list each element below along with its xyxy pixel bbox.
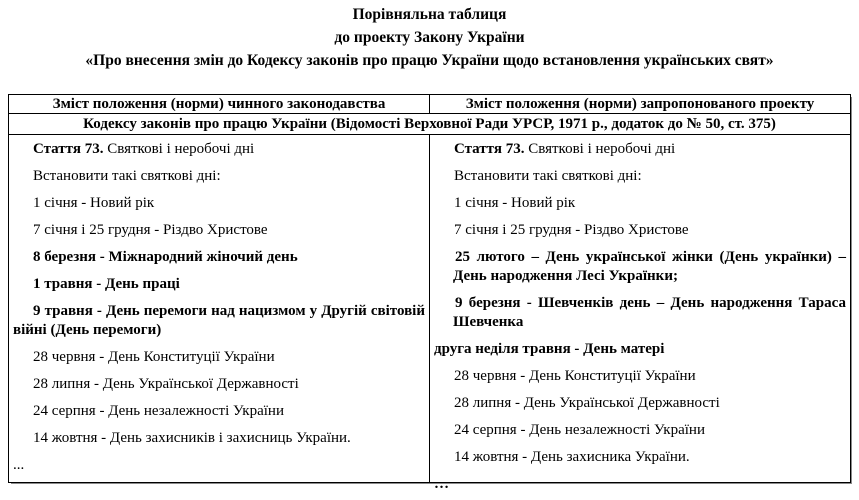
paragraph-text: 28 червня - День Конституції України — [454, 368, 696, 384]
paragraph-text: 7 січня і 25 грудня - Різдво Христове — [33, 222, 268, 238]
paragraph-text: 7 січня і 25 грудня - Різдво Христове — [454, 222, 689, 238]
paragraph-text: 28 липня - День Української Державності — [33, 376, 299, 392]
comparison-table — [8, 94, 851, 492]
paragraph-text: … — [434, 476, 449, 492]
title-line-1: Порівняльна таблиця — [352, 6, 507, 23]
paragraph-text: 9 березня - Шевченків день – День народження Тараса Шевченка — [453, 295, 846, 330]
holiday-paragraph — [434, 394, 846, 413]
current-law-paragraph-list — [9, 135, 429, 482]
holiday-paragraph — [13, 456, 425, 475]
current-law-cell — [9, 135, 430, 483]
paragraph-text: 28 червня - День Конституції України — [33, 349, 275, 365]
holiday-paragraph — [434, 140, 846, 159]
paragraph-lead: Стаття 73. — [454, 141, 525, 157]
holiday-paragraph — [434, 475, 846, 494]
paragraph-text: 24 серпня - День незалежності України — [454, 422, 705, 438]
holiday-paragraph — [434, 448, 846, 467]
paragraph-text: 25 лютого – День української жінки (День українки) – День народження Лесі Українки; — [453, 249, 846, 284]
merged-code-title: Кодексу законів про працю України (Відомості Верховної Ради УРСР, 1971 р., додаток до № 50, ст. 375) — [9, 114, 851, 135]
holiday-paragraph — [434, 167, 846, 186]
holiday-paragraph — [13, 375, 425, 394]
comparison-table-head — [9, 95, 851, 114]
paragraph-text: Святкові і неробочі дні — [103, 141, 255, 157]
holiday-paragraph — [434, 221, 846, 240]
holiday-paragraph — [434, 367, 846, 386]
paragraph-text: 1 січня - Новий рік — [33, 195, 155, 211]
holiday-paragraph — [434, 194, 846, 213]
holiday-paragraph — [13, 194, 425, 213]
table-header-row — [9, 95, 851, 114]
holiday-paragraph — [13, 348, 425, 367]
holiday-paragraph — [434, 294, 846, 332]
content-row — [9, 135, 851, 483]
document-title-block — [0, 0, 859, 69]
paragraph-text: 14 жовтня - День захисників і захисниць України. — [33, 430, 351, 446]
proposed-draft-cell — [430, 135, 851, 492]
holiday-paragraph — [434, 248, 846, 286]
paragraph-text: 8 березня - Міжнародний жіночий день — [33, 249, 298, 265]
paragraph-text: Встановити такі святкові дні: — [454, 168, 642, 184]
holiday-paragraph — [13, 429, 425, 448]
paragraph-text: ... — [13, 457, 25, 473]
holiday-paragraph — [13, 275, 425, 294]
paragraph-text: 14 жовтня - День захисника України. — [454, 449, 690, 465]
paragraph-text: Встановити такі святкові дні: — [33, 168, 221, 184]
holiday-paragraph — [434, 421, 846, 440]
holiday-paragraph — [13, 402, 425, 421]
paragraph-text: друга неділя травня - День матері — [434, 341, 665, 357]
holiday-paragraph — [13, 221, 425, 240]
holiday-paragraph — [13, 167, 425, 186]
holiday-paragraph — [13, 302, 425, 340]
paragraph-text: 1 травня - День праці — [33, 276, 180, 292]
merged-code-row — [9, 114, 851, 135]
holiday-paragraph — [434, 340, 846, 359]
paragraph-text: 24 серпня - День незалежності України — [33, 403, 284, 419]
header-current-law: Зміст положення (норми) чинного законодавства — [9, 95, 430, 114]
title-line-2: до проекту Закону України — [334, 29, 525, 46]
paragraph-text: 28 липня - День Української Державності — [454, 395, 720, 411]
paragraph-text: 9 травня - День перемоги над нацизмом у Другій світовій війні (День перемоги) — [13, 303, 425, 338]
title-line-3: «Про внесення змін до Кодексу законів про працю України щодо встановлення українських свят» — [85, 52, 774, 69]
paragraph-text: Святкові і неробочі дні — [524, 141, 676, 157]
proposed-draft-paragraph-list — [430, 135, 850, 492]
holiday-paragraph — [13, 248, 425, 267]
paragraph-text: 1 січня - Новий рік — [454, 195, 576, 211]
header-proposed-draft: Зміст положення (норми) запропонованого проекту — [430, 95, 851, 114]
holiday-paragraph — [13, 140, 425, 159]
paragraph-lead: Стаття 73. — [33, 141, 104, 157]
comparison-table-body — [9, 114, 851, 492]
